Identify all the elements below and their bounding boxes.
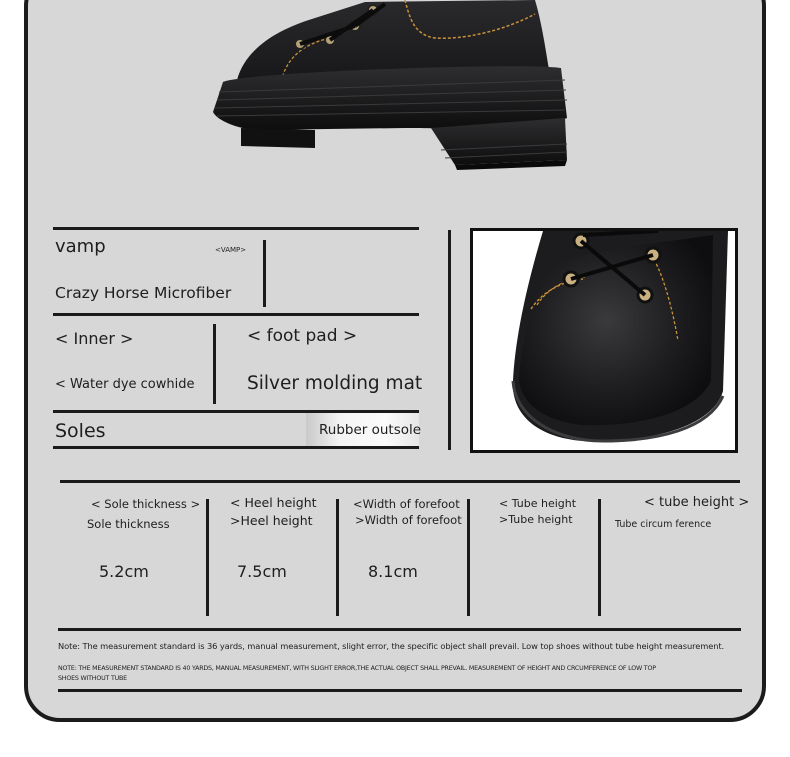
inner-material: < Water dye cowhide [55, 377, 195, 392]
table-line-4 [53, 446, 419, 449]
shoe-toe-closeup-image [473, 231, 735, 450]
platform-shoe-image [205, 0, 575, 172]
vamp-tag: <VAMP> [215, 246, 247, 254]
tube-circumference-label-a: < tube height > [644, 495, 750, 510]
measure-divider-3 [467, 499, 470, 616]
sole-thickness-label-a: < Sole thickness > [91, 497, 201, 511]
measure-divider-4 [598, 499, 601, 616]
soles-title: Soles [55, 420, 106, 442]
heel-height-label-b: >Heel height [230, 513, 313, 528]
tube-height-label-b: >Tube height [499, 513, 573, 526]
sole-thickness-value: 5.2cm [99, 562, 149, 581]
table-line-2 [53, 313, 419, 316]
inner-title: < Inner > [55, 329, 134, 348]
foot-pad-title: < foot pad > [247, 326, 358, 346]
sole-thickness-label-b: Sole thickness [87, 517, 170, 531]
inner-divider [213, 324, 216, 404]
heel-height-label-a: < Heel height [230, 495, 317, 510]
forefoot-width-label-a: <Width of forefoot [353, 497, 460, 511]
measure-line-top [60, 480, 740, 483]
measure-divider-2 [336, 499, 339, 616]
vamp-divider [263, 240, 266, 307]
measure-line-bottom [58, 628, 741, 631]
note-caps-line-2: SHOES WITHOUT TUBE [58, 675, 127, 682]
measure-divider-1 [206, 499, 209, 616]
foot-pad-material: Silver molding mat [247, 373, 423, 394]
forefoot-width-label-b: >Width of forefoot [355, 513, 462, 527]
table-photo-divider [448, 230, 451, 450]
tube-circumference-label-b: Tube circum ference [615, 519, 712, 530]
tube-height-label-a: < Tube height [499, 497, 577, 510]
vamp-title: vamp [55, 236, 106, 257]
soles-material: Rubber outsole [319, 422, 422, 438]
note-english: Note: The measurement standard is 36 yards, manual measurement, slight error, the specific object shall prevail. Low top shoes without tube height measurement. [58, 641, 725, 651]
table-line-1 [53, 227, 419, 230]
forefoot-width-value: 8.1cm [368, 562, 418, 581]
notes-line-bottom [58, 689, 742, 692]
note-caps-line-1: NOTE: THE MEASUREMENT STANDARD IS 40 YARDS, MANUAL MEASUREMENT, WITH SLIGHT ERROR,THE ACTUAL OBJECT SHALL PREVAIL. MEASUREMENT OF HEIGHT AND CRCUMFERENCE OF LOW TOP [58, 665, 656, 672]
heel-height-value: 7.5cm [237, 562, 287, 581]
detail-photo-frame [470, 228, 738, 453]
vamp-material: Crazy Horse Microfiber [55, 284, 232, 302]
